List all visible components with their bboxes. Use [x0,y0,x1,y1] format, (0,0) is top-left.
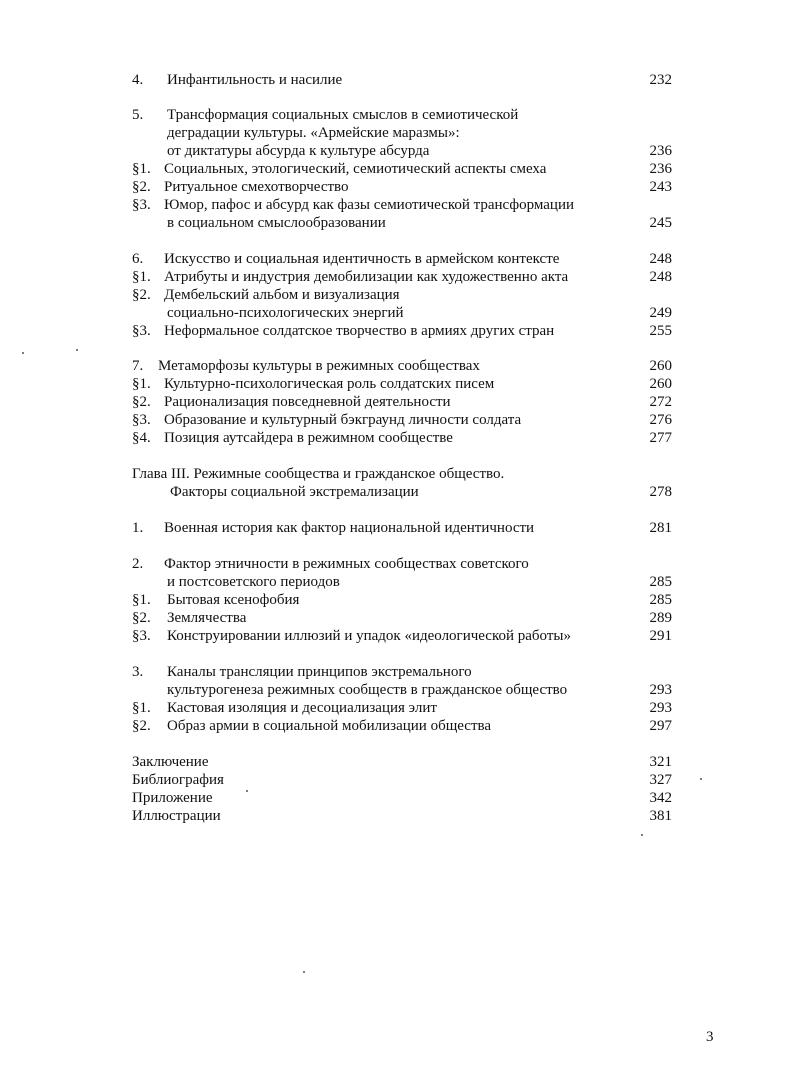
toc-entry: Землячества [167,610,247,626]
toc-page-number: 236 [649,143,672,159]
toc-label: §1. [132,376,151,392]
toc-page-number: 260 [649,376,672,392]
toc-entry: Атрибуты и индустрия демобилизации как художественно акта [164,269,569,285]
toc-entry: Ритуальное смехотворчество [164,179,349,195]
toc-entry: Социальных, этологический, семиотический аспекты смеха [164,161,547,177]
toc-page-number: 285 [649,592,672,608]
scan-speck [76,349,78,351]
toc-page-number: 232 [649,72,672,88]
toc-entry: Юмор, пафос и абсурд как фазы семиотической трансформации [164,197,575,213]
toc-entry: Библиография [132,772,224,788]
scan-speck [22,352,24,354]
toc-page-number: 249 [649,305,672,321]
toc-page-number: 327 [649,772,672,788]
scan-speck [303,971,305,973]
toc-entry: Конструировании иллюзий и упадок «идеологической работы» [167,628,571,644]
toc-entry: Военная история как фактор национальной идентичности [164,520,535,536]
chapter-heading-continuation: Факторы социальной экстремализации [170,484,419,500]
toc-entry: Искусство и социальная идентичность в армейском контексте [164,251,560,267]
toc-page-number: 276 [649,412,672,428]
toc-page-number: 245 [649,215,672,231]
toc-label: §3. [132,412,151,428]
toc-label: 4. [132,72,144,88]
scan-speck [246,790,248,792]
toc-page-number: 285 [649,574,672,590]
scan-speck [641,834,643,836]
toc-page-number: 381 [649,808,672,824]
toc-entry: Приложение [132,790,213,806]
toc-page-number: 260 [649,358,672,374]
toc-entry: Неформальное солдатское творчество в армиях других стран [164,323,555,339]
toc-entry: Фактор этничности в режимных сообществах советского [164,556,529,572]
toc-page-number: 293 [649,682,672,698]
toc-page-number: 297 [649,718,672,734]
toc-label: 1. [132,520,144,536]
toc-entry-continuation: культурогенеза режимных сообществ в гражданское общество [167,682,568,698]
toc-entry-continuation: в социальном смыслообразовании [167,215,386,231]
toc-label: 2. [132,556,144,572]
toc-entry-continuation: от диктатуры абсурда к культуре абсурда [167,143,430,159]
toc-page-number: 243 [649,179,672,195]
toc-page-number: 281 [649,520,672,536]
toc-entry: Образ армии в социальной мобилизации общества [167,718,492,734]
toc-label: §3. [132,197,151,213]
toc-label: 5. [132,107,144,123]
toc-entry: Кастовая изоляция и десоциализация элит [167,700,437,716]
toc-entry: Заключение [132,754,209,770]
toc-label: §2. [132,394,151,410]
toc-entry: Образование и культурный бэкграунд личности солдата [164,412,522,428]
toc-page-number: 248 [649,269,672,285]
toc-label: §1. [132,700,151,716]
toc-entry: Позиция аутсайдера в режимном сообществе [164,430,453,446]
toc-page-number: 277 [649,430,672,446]
toc-label: §3. [132,323,151,339]
toc-page-number: 278 [649,484,672,500]
toc-label: §2. [132,610,151,626]
toc-entry: Трансформация социальных смыслов в семиотической [167,107,519,123]
toc-label: §1. [132,161,151,177]
toc-entry: Инфантильность и насилие [167,72,343,88]
toc-entry: Культурно-психологическая роль солдатских писем [164,376,495,392]
toc-page-number: 236 [649,161,672,177]
toc-label: §4. [132,430,151,446]
toc-label: 3. [132,664,144,680]
toc-entry: Каналы трансляции принципов экстремального [167,664,472,680]
toc-label: §2. [132,718,151,734]
toc-page-number: 342 [649,790,672,806]
toc-page-number: 248 [649,251,672,267]
toc-entry-continuation: и постсоветского периодов [167,574,340,590]
toc-label: §1. [132,592,151,608]
toc-entry: Бытовая ксенофобия [167,592,300,608]
toc-entry: Иллюстрации [132,808,221,824]
toc-page-number: 291 [649,628,672,644]
chapter-heading: Глава III. Режимные сообщества и гражданское общество. [132,466,505,482]
page-number: 3 [706,1029,714,1045]
toc-page-number: 272 [649,394,672,410]
toc-entry-continuation: деградации культуры. «Армейские маразмы»: [167,125,460,141]
scan-speck [700,778,702,780]
toc-label: §1. [132,269,151,285]
toc-entry-continuation: социально-психологических энергий [167,305,404,321]
toc-page-number: 321 [649,754,672,770]
toc-entry: Дембельский альбом и визуализация [164,287,400,303]
toc-page-number: 293 [649,700,672,716]
toc-page-number: 255 [649,323,672,339]
toc-label: §3. [132,628,151,644]
toc-label: 6. [132,251,144,267]
toc-label: 7. [132,358,144,374]
toc-page-number: 289 [649,610,672,626]
toc-entry: Метаморфозы культуры в режимных сообществах [158,358,480,374]
toc-label: §2. [132,287,151,303]
toc-entry: Рационализация повседневной деятельности [164,394,451,410]
toc-label: §2. [132,179,151,195]
